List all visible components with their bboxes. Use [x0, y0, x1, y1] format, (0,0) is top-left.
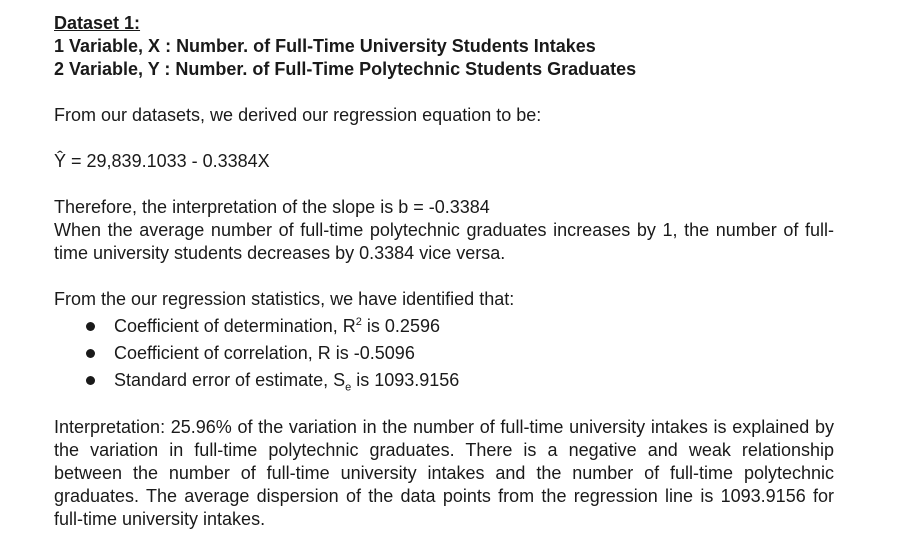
statistic-value: is 1093.9156 [351, 370, 460, 390]
slope-explanation: When the average number of full-time polytechnic graduates increases by 1, the number of full-time university students decreases by 0.3384 vice versa. [54, 220, 834, 263]
variable-x: 1 Variable, X : Number. of Full-Time University Students Intakes [54, 36, 596, 56]
statistic-item-r-squared [54, 313, 834, 340]
statistics-intro: From the our regression statistics, we have identified that: [54, 289, 515, 309]
dataset-title: Dataset 1: [54, 13, 141, 33]
bullet-dot-icon [86, 349, 95, 358]
superscript: 2 [355, 316, 362, 328]
statistic-value: is 0.2596 [361, 316, 440, 336]
variable-y: 2 Variable, Y : Number. of Full-Time Polytechnic Students Graduates [54, 59, 637, 79]
subscript: e [345, 381, 352, 394]
dataset-heading [54, 12, 834, 81]
regression-equation: Ŷ = 29,839.1033 - 0.3384X [54, 151, 270, 171]
document-body [54, 12, 834, 531]
bullet-dot-icon [86, 322, 95, 331]
statistic-label: Coefficient of determination, R [114, 316, 356, 336]
statistic-label: Coefficient of correlation, R is -0.5096 [114, 343, 415, 363]
bullet-dot-icon [86, 376, 95, 385]
statistic-item-correlation [54, 340, 834, 367]
slope-statement: Therefore, the interpretation of the slope is b = -0.3384 [54, 197, 490, 217]
statistics-list [54, 313, 834, 394]
interpretation-paragraph: Interpretation: 25.96% of the variation in the number of full-time university intakes is explained by the variation in full-time polytechnic graduates. There is a negative and weak relationship between the number of full-time university intakes and the number of full-time polytechnic graduates. The average dispersion of the data points from the regression line is 1093.9156 for full-time university intakes. [54, 417, 834, 529]
statistic-label: Standard error of estimate, S [114, 370, 346, 390]
regression-intro: From our datasets, we derived our regression equation to be: [54, 105, 542, 125]
statistic-item-standard-error [54, 367, 834, 394]
